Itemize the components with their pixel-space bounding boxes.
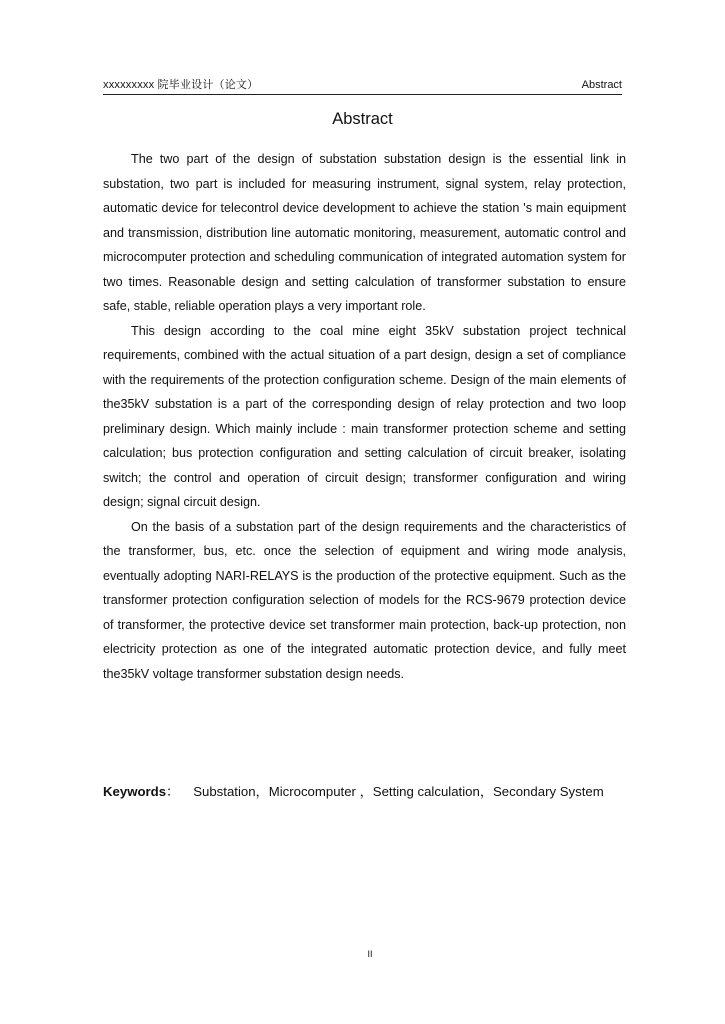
page-number: II	[367, 949, 373, 959]
abstract-paragraph-3: On the basis of a substation part of the design requirements and the characteristics of the transformer, bus, etc. once the selection of equipment and wiring mode analysis, eventually adopting NARI-RELAYS is the production of the protective equipment. Such as the transformer protection configuration selection of models for the RCS-9679 protection device of transformer, the protective device set transformer main protection, back-up protection, non electricity protection as one of the integrated automatic protection device, and fully meet the35kV voltage transformer substation design needs.	[103, 519, 626, 681]
keywords-label: Keywords	[103, 784, 167, 799]
abstract-body	[103, 147, 626, 686]
keywords-colon: ：	[166, 784, 180, 799]
page-title: Abstract	[332, 110, 393, 128]
page-header	[103, 78, 622, 95]
abstract-paragraph-1: The two part of the design of substation substation design is the essential link in substation, two part is included for measuring instrument, signal system, relay protection, automatic device for telecontrol device development to achieve the station 's main equipment and transmission, distribution line automatic monitoring, measurement, automatic control and microcomputer protection and scheduling communication of integrated automation system for two times. Reasonable design and setting calculation of transformer substation to ensure safe, stable, reliable operation plays a very important role.	[103, 152, 626, 313]
header-institution: xxxxxxxxx 院毕业设计（论文）	[103, 79, 259, 91]
header-section: Abstract	[581, 79, 622, 91]
abstract-paragraph-2: This design according to the coal mine eight 35kV substation project technical requirements, combined with the actual situation of a part design, design a set of compliance with the requirements of the protection configuration scheme. Design of the main elements of the35kV substation is a part of the corresponding design of relay protection and two loop preliminary design. Which mainly include : main transformer protection scheme and setting calculation; bus protection configuration and setting calculation of circuit breaker, isolating switch; the control and operation of circuit design; transformer configuration and wiring design; signal circuit design.	[103, 323, 626, 509]
keywords-text: Substation，Microcomputer ，Setting calculation，Secondary System	[193, 784, 604, 799]
keywords-line	[103, 782, 633, 802]
